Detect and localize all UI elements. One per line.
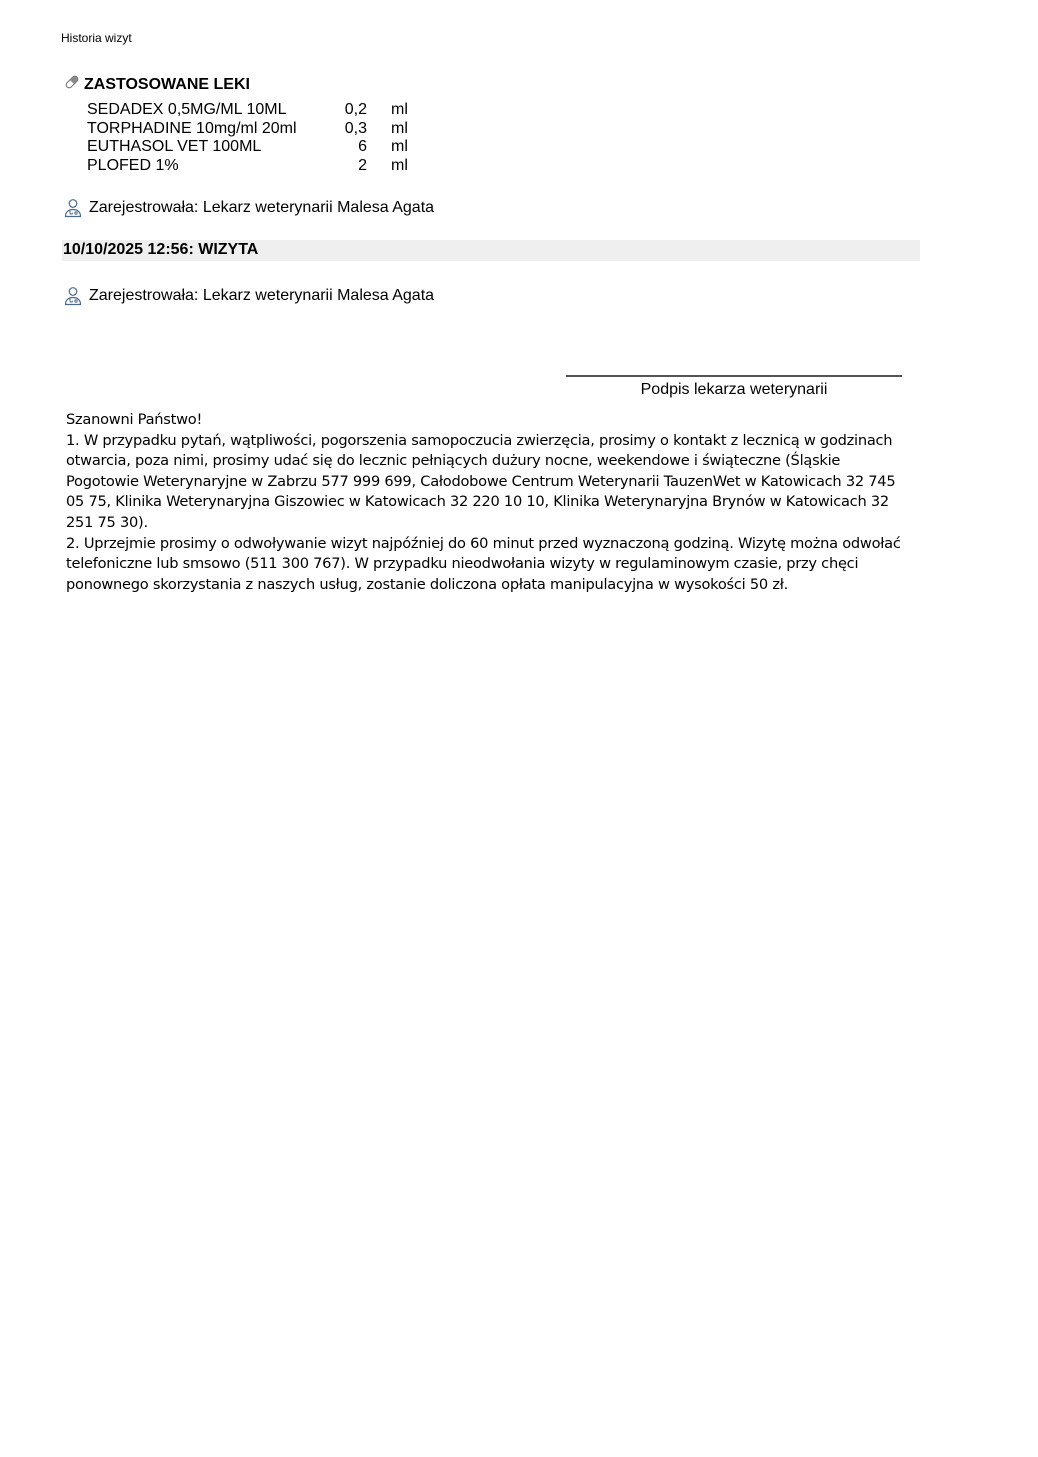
medication-unit: ml: [391, 156, 408, 174]
registered-by-1: [63, 198, 434, 218]
medication-name: SEDADEX 0,5MG/ML 10ML: [87, 101, 287, 118]
medication-unit: ml: [391, 101, 408, 118]
notice-point-1: 1. W przypadku pytań, wątpliwości, pogorszenia samopoczucia zwierzęcia, prosimy o kontakt z lecznicą w godzinach otwarcia, poza nimi, prosimy udać się do lecznic pełniących dużury nocne, weekendowe i świąteczne (Śląskie Pogotowie Weterynaryjne w Zabrzu 577 999 699, Całodobowe Centrum Weterynarii TauzenWet w Katowicach 32 745 05 75, Klinika Weterynaryjna Giszowiec w Katowicach 32 220 10 10, Klinika Weterynaryjna Brynów w Katowicach 32 251 75 30).: [66, 431, 896, 531]
medication-qty: 2: [358, 156, 367, 174]
notice-greeting: Szanowni Państwo!: [66, 411, 203, 428]
table-row: [87, 101, 408, 120]
medication-name: EUTHASOL VET 100ML: [87, 138, 262, 155]
medication-unit: ml: [391, 138, 408, 155]
table-row: [87, 157, 408, 176]
signature-line: [566, 375, 902, 377]
table-row: [87, 138, 408, 157]
pill-icon: [63, 73, 81, 91]
medications-title: ZASTOSOWANE LEKI: [84, 76, 250, 93]
table-row: [87, 120, 408, 139]
medication-qty: 0,2: [344, 101, 367, 118]
registered-by-text: Zarejestrowała: Lekarz weterynarii Malesa Agata: [89, 199, 435, 216]
notice-text: [66, 410, 916, 595]
doctor-icon: [63, 198, 83, 218]
medication-name: TORPHADINE 10mg/ml 20ml: [87, 119, 297, 137]
registered-by-text: Zarejestrowała: Lekarz weterynarii Malesa Agata: [89, 287, 435, 304]
doctor-icon: [63, 286, 83, 306]
medication-name: PLOFED 1%: [87, 156, 179, 174]
medication-unit: ml: [391, 119, 408, 137]
signature-label: Podpis lekarza weterynarii: [640, 381, 828, 398]
visit-header: 10/10/2025 12:56: WIZYTA: [62, 240, 920, 261]
notice-point-2: 2. Uprzejmie prosimy o odwoływanie wizyt najpóźniej do 60 minut przed wyznaczoną godziną. Wizytę można odwołać telefoniczne lub smsowo (511 300 767). W przypadku nieodwołania wizyty w regulaminowym czasie, przy chęci ponownego skorzystania z naszych usług, zostanie doliczona opłata manipulacyjna w wysokości 50 zł.: [66, 534, 901, 593]
medication-qty: 0,3: [344, 119, 367, 137]
page-header-title: Historia wizyt: [61, 31, 132, 45]
medications-table: [87, 101, 408, 175]
medication-qty: 6: [358, 138, 367, 155]
registered-by-2: [63, 286, 434, 306]
medications-section-title: [63, 76, 250, 94]
